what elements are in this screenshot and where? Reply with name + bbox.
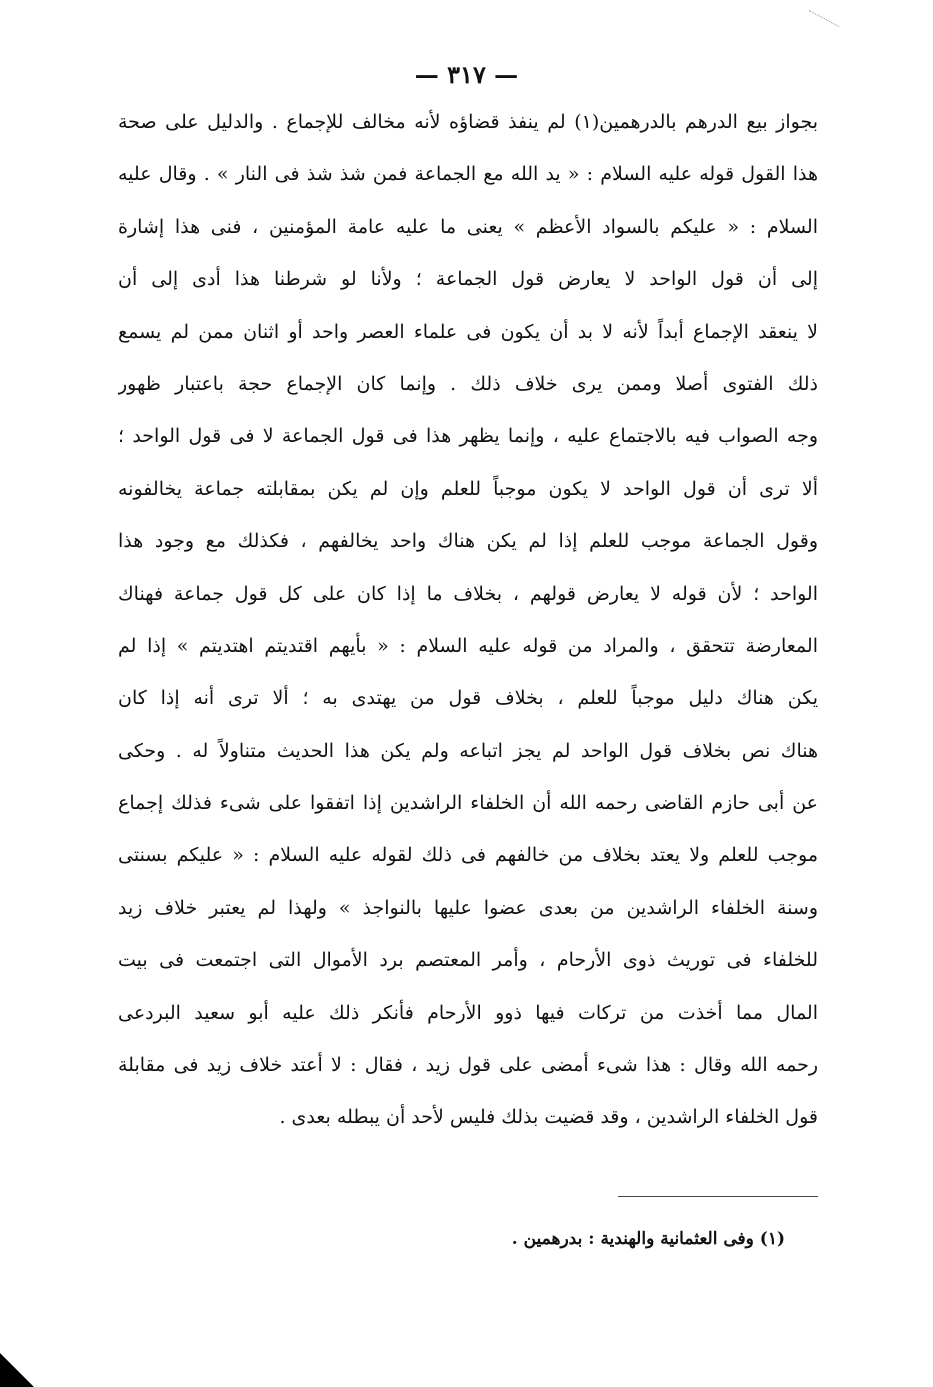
text-line: يكن هناك دليل موجباً للعلم ، بخلاف قول من يهتدى به ؛ ألا ترى أنه إذا كان bbox=[118, 687, 818, 710]
text-line: وسنة الخلفاء الراشدين من بعدى عضوا عليها بالنواجذ » ولهذا لم يعتبر خلاف زيد bbox=[118, 896, 818, 919]
text-line: هذا القول قوله عليه السلام : « يد الله مع الجماعة فمن شذ شذ فى النار » . وقال عليه bbox=[118, 163, 818, 186]
text-line: ألا ترى أن قول الواحد لا يكون موجباً للعلم وإن لم يكن بمقابلته جماعة يخالفونه bbox=[118, 477, 818, 500]
text-line: بجواز بيع الدرهم بالدرهمين(١) لم ينفذ قضاؤه لأنه مخالف للإجماع . والدليل على صحة bbox=[118, 111, 818, 133]
text-line: رحمه الله وقال : هذا شىء أمضى على قول زيد ، فقال : لا أعتد خلاف زيد فى مقابلة bbox=[118, 1054, 818, 1077]
text-line-last: قول الخلفاء الراشدين ، وقد قضيت بذلك فليس لأحد أن يبطله بعدى . bbox=[279, 1106, 818, 1129]
text-line: للخلفاء فى توريث ذوى الأرحام ، وأمر المعتصم برد الأموال التى اجتمعت فى بيت bbox=[118, 949, 818, 972]
text-line: وقول الجماعة موجب للعلم إذا لم يكن هناك واحد يخالفهم ، فكذلك مع وجود هذا bbox=[118, 530, 818, 553]
scan-corner-artifact bbox=[0, 1353, 34, 1387]
text-line: السلام : « عليكم بالسواد الأعظم » يعنى ما عليه عامة المؤمنين ، فنى هذا إشارة bbox=[118, 215, 818, 238]
main-body-text bbox=[118, 96, 818, 1144]
text-line: المال مما أخذت من تركات فيها ذوو الأرحام فأنكر ذلك عليه أبو سعيد البردعى bbox=[118, 1001, 818, 1024]
text-line: موجب للعلم ولا يعتد بخلاف من خالفهم فى ذلك لقوله عليه السلام : « عليكم بسنتى bbox=[118, 844, 818, 867]
text-line: لا ينعقد الإجماع أبداً لأنه لا بد أن يكون فى علماء العصر واحد أو اثنان ممن لم يسمع bbox=[118, 320, 818, 343]
page-number: — ٣١٧ — bbox=[414, 60, 519, 89]
text-line: إلى أن قول الواحد لا يعارض قول الجماعة ؛ ولأنا لو شرطنا هذا أدى إلى أن bbox=[118, 268, 818, 291]
scan-speck-mark bbox=[809, 10, 839, 27]
footnote: (١) وفى العثمانية والهندية : بدرهمين . bbox=[511, 1229, 785, 1249]
text-line: عن أبى حازم القاضى رحمه الله أن الخلفاء الراشدين إذا اتفقوا على شىء فذلك إجماع bbox=[118, 792, 818, 815]
footnote-divider bbox=[618, 1196, 818, 1197]
text-line: هناك نص بخلاف قول الواحد لم يجز اتباعه ولم يكن هذا الحديث متناولاً له . وحكى bbox=[118, 739, 818, 762]
text-line: المعارضة تتحقق ، والمراد من قوله عليه السلام : « بأيهم اقتديتم اهتديتم » إذا لم bbox=[118, 634, 818, 657]
text-line: ذلك الفتوى أصلا وممن يرى خلاف ذلك . وإنما كان الإجماع حجة باعتبار ظهور bbox=[118, 372, 818, 395]
text-line: الواحد ؛ لأن قوله لا يعارض قولهم ، بخلاف ما إذا كان على كل قول جماعة فهناك bbox=[118, 582, 818, 605]
text-line: وجه الصواب فيه بالاجتماع عليه ، وإنما يظهر هذا فى قول الجماعة لا فى قول الواحد ؛ bbox=[118, 425, 818, 448]
